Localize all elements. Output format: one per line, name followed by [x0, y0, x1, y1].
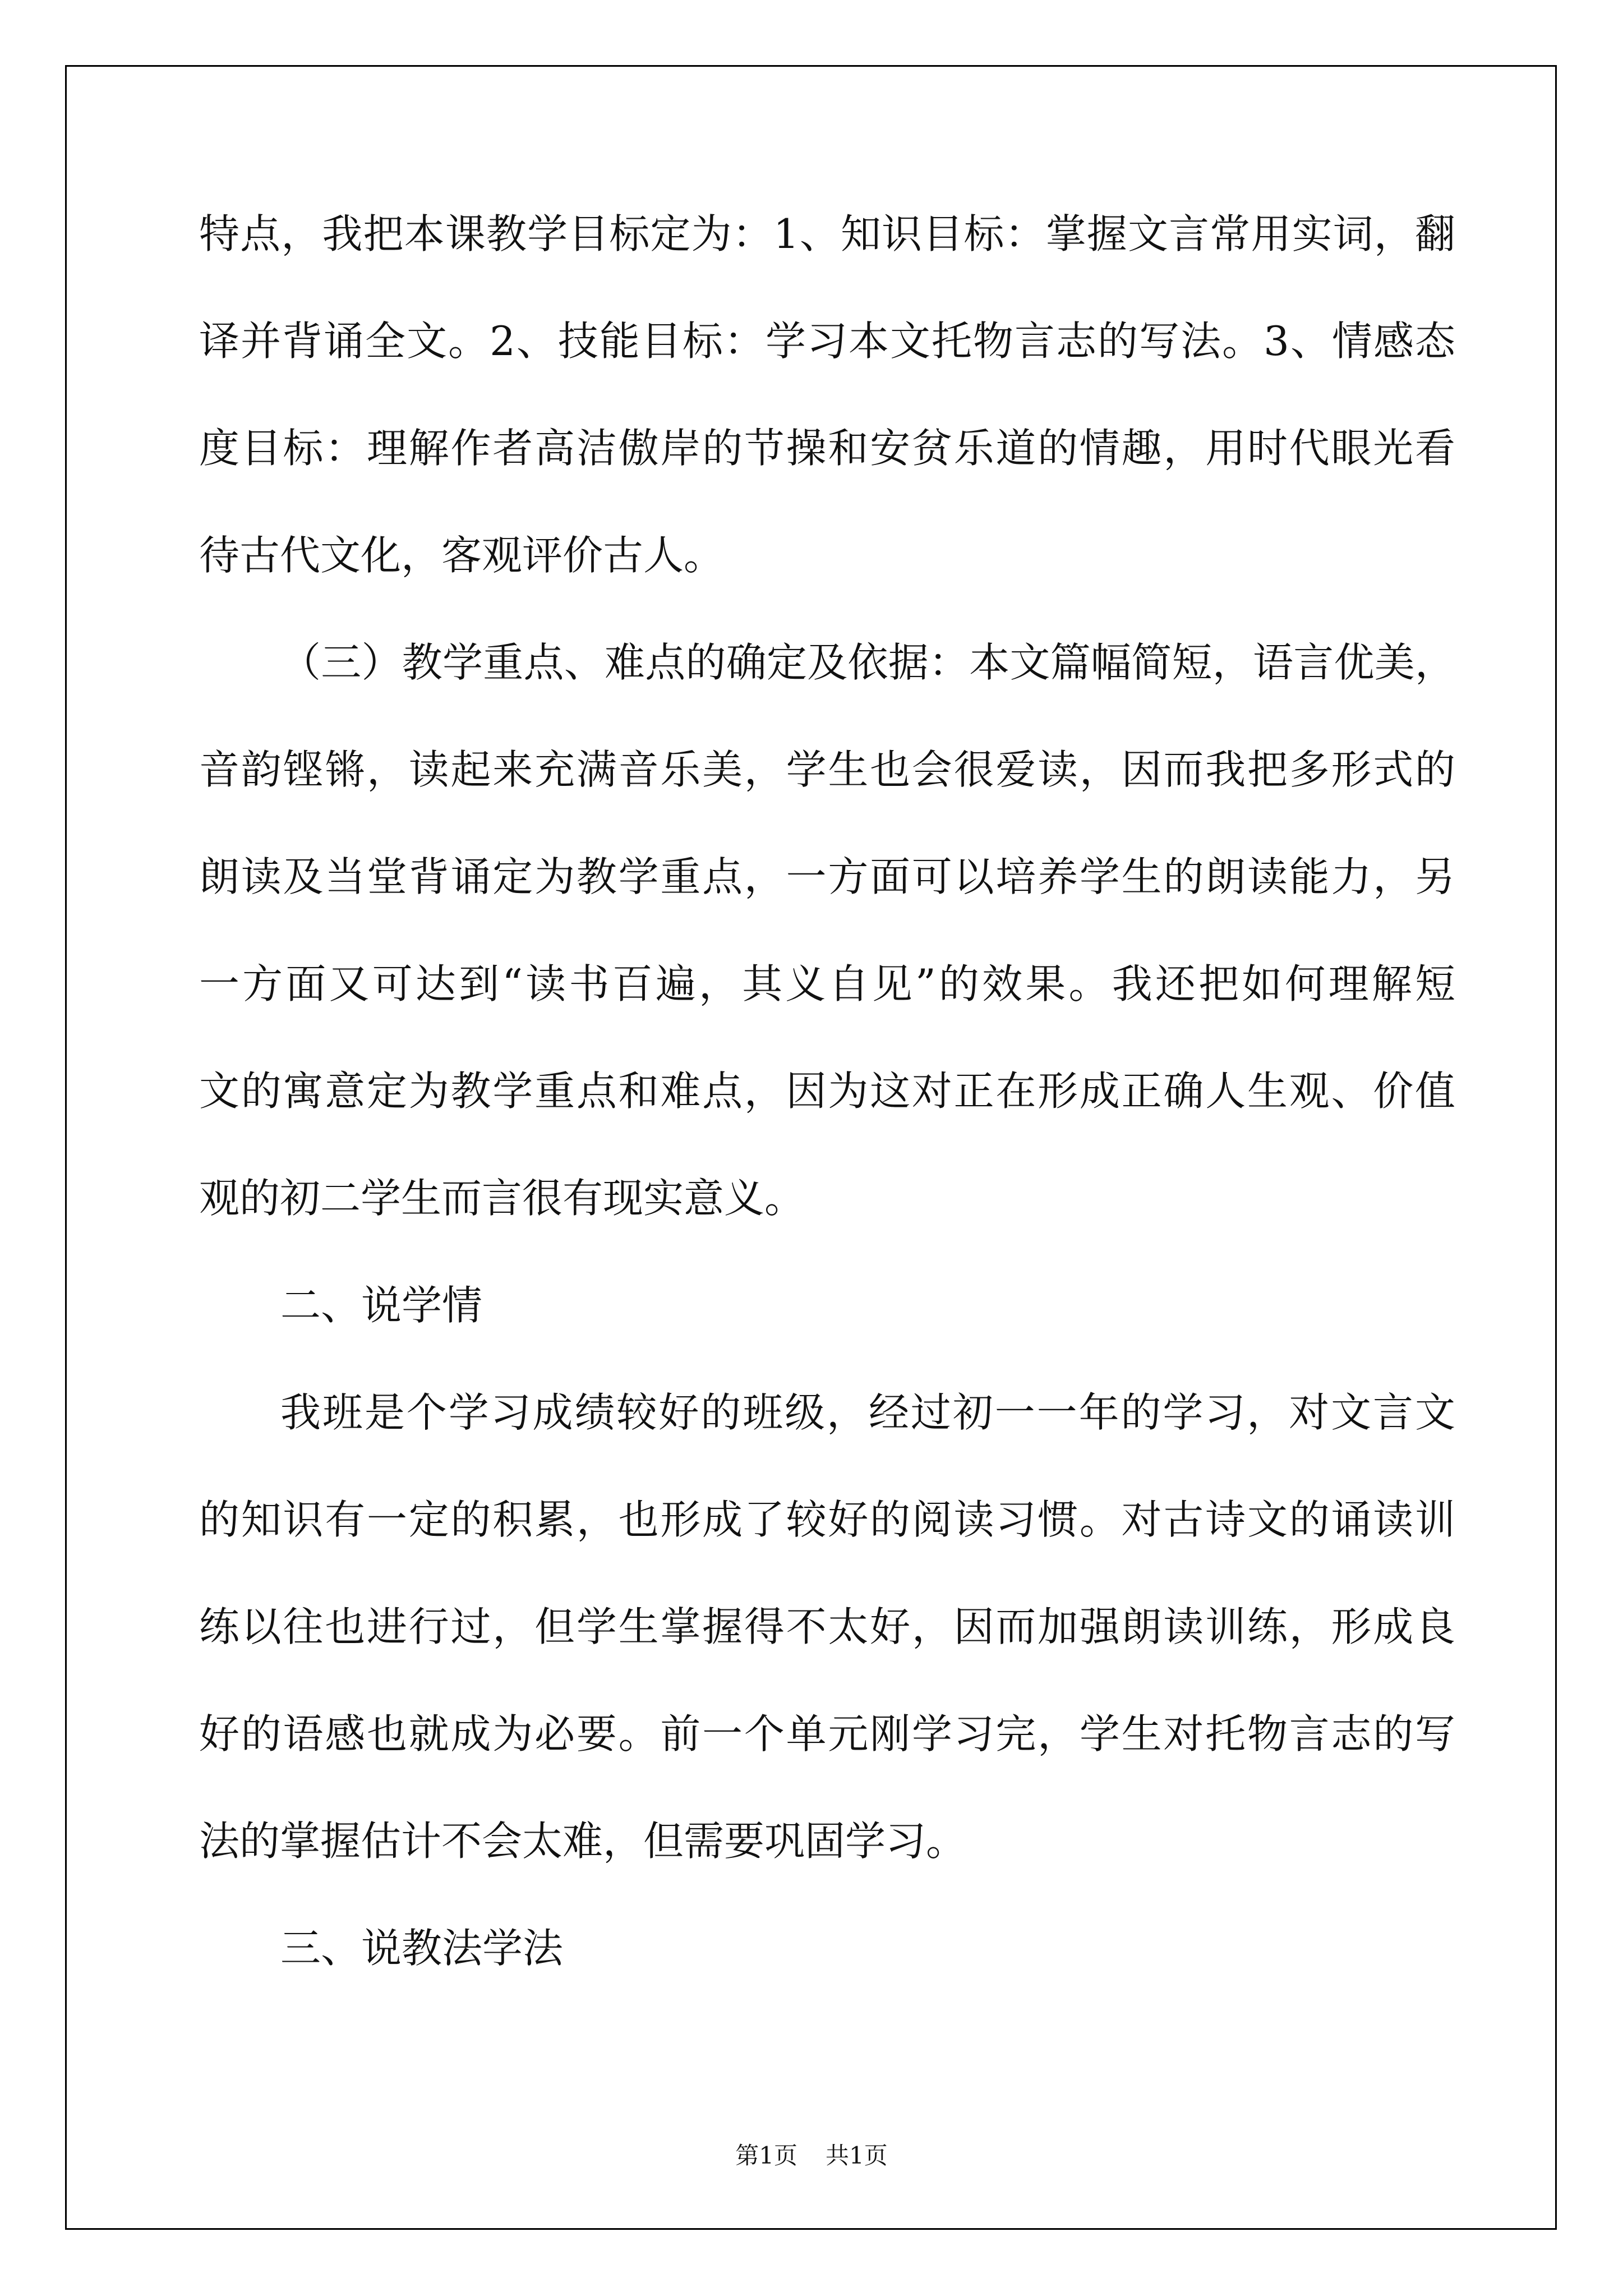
text-line: 音韵铿锵，读起来充满音乐美，学生也会很爱读，因而我把多形式的 [199, 746, 1455, 793]
text-line: 译并背诵全文。2、技能目标：学习本文托物言志的写法。3、情感态 [199, 318, 1455, 365]
page-footer [0, 2137, 1623, 2171]
text-line: （三）教学重点、难点的确定及依据：本文篇幅简短，语言优美， [280, 639, 1455, 686]
text-line: 练以往也进行过，但学生掌握得不太好，因而加强朗读训练，形成良 [199, 1603, 1455, 1650]
text-line: 好的语感也就成为必要。前一个单元刚学习完，学生对托物言志的写 [199, 1710, 1455, 1757]
text-line: 一方面又可达到“读书百遍，其义自见”的效果。我还把如何理解短 [199, 960, 1455, 1007]
page-total: 共1页 [826, 2142, 888, 2169]
section-heading: 二、说学情 [280, 1282, 483, 1329]
document-body [199, 208, 1455, 2029]
text-line: 的知识有一定的积累，也形成了较好的阅读习惯。对古诗文的诵读训 [199, 1496, 1455, 1543]
text-line: 特点，我把本课教学目标定为：1、知识目标：掌握文言常用实词，翻 [199, 210, 1455, 257]
text-line: 文的寓意定为教学重点和难点，因为这对正在形成正确人生观、价值 [199, 1068, 1455, 1115]
page-number: 第1页 [735, 2142, 797, 2169]
text-line: 我班是个学习成绩较好的班级，经过初一一年的学习，对文言文 [280, 1389, 1455, 1436]
text-line: 待古代文化，客观评价古人。 [199, 532, 725, 579]
text-line: 观的初二学生而言很有现实意义。 [199, 1175, 805, 1222]
text-line: 朗读及当堂背诵定为教学重点，一方面可以培养学生的朗读能力，另 [199, 853, 1455, 900]
text-line: 法的掌握估计不会太难，但需要巩固学习。 [199, 1818, 967, 1865]
text-line: 度目标：理解作者高洁傲岸的节操和安贫乐道的情趣，用时代眼光看 [199, 425, 1455, 472]
section-heading: 三、说教法学法 [280, 1925, 564, 1972]
